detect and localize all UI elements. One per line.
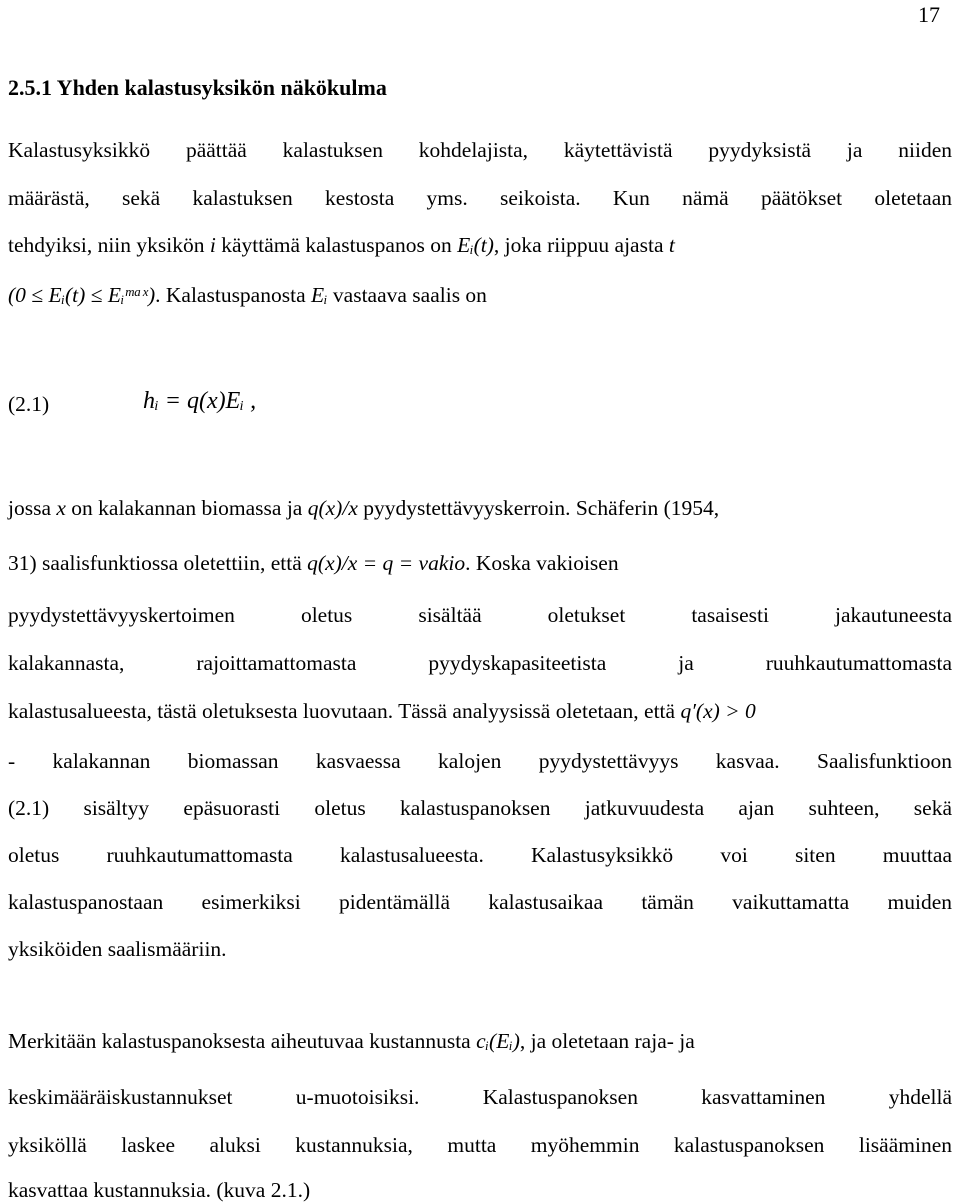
- math-expression: q(x)/x: [307, 496, 358, 520]
- text-segment: . Koska vakioisen: [465, 551, 619, 575]
- paragraph-1-line-1: Kalastusyksikkö päättää kalastuksen kohdelajista, käytettävistä pyydyksistä ja niiden: [8, 138, 952, 162]
- math-expression: Eᵢ(t): [457, 233, 494, 257]
- text-segment: Merkitään kalastuspanoksesta aiheutuvaa kustannusta: [8, 1029, 477, 1053]
- text-segment: käyttämä kalastuspanos on: [215, 233, 458, 257]
- paragraph-2-line-2: [8, 551, 952, 576]
- text-segment: 31) saalisfunktiossa oletettiin, että: [8, 551, 308, 575]
- math-variable: x: [56, 496, 66, 520]
- text-segment: kalastusalueesta, tästä oletuksesta luovutaan. Tässä analyysissä oletetaan, että: [8, 699, 681, 723]
- paragraph-2-line-5: [8, 699, 952, 724]
- paragraph-2-line-8: oletus ruuhkautumattomasta kalastusalueesta. Kalastusyksikkö voi siten muuttaa: [8, 843, 952, 867]
- text-segment: , joka riippuu ajasta: [493, 233, 669, 257]
- math-variable: Eᵢ: [310, 283, 328, 307]
- math-expression: (0 ≤ Eᵢ(t) ≤ Eᵢᵐᵃˣ): [8, 283, 156, 307]
- math-variable: t: [668, 233, 675, 257]
- paragraph-1-line-4: [8, 283, 952, 308]
- paragraph-2-line-1: [8, 496, 952, 521]
- paragraph-3-line-2: keskimääräiskustannukset u-muotoisiksi. Kalastuspanoksen kasvattaminen yhdellä: [8, 1085, 952, 1109]
- section-heading: 2.5.1 Yhden kalastusyksikön näkökulma: [8, 75, 387, 100]
- text-segment: . Kalastuspanosta: [155, 283, 311, 307]
- text-segment: jossa: [8, 496, 57, 520]
- paragraph-3-line-1: [8, 1029, 952, 1054]
- paragraph-2-line-7: (2.1) sisältyy epäsuorasti oletus kalastuspanoksen jatkuvuudesta ajan suhteen, sekä: [8, 796, 952, 820]
- equation-expression: hᵢ = q(x)Eᵢ ,: [143, 388, 257, 414]
- paragraph-2-line-6: - kalakannan biomassan kasvaessa kalojen pyydystettävyys kasvaa. Saalisfunktioon: [8, 749, 952, 773]
- paragraph-3-line-3: yksiköllä laskee aluksi kustannuksia, mutta myöhemmin kalastuspanoksen lisääminen: [8, 1133, 952, 1157]
- equation-number: (2.1): [8, 392, 50, 416]
- paragraph-2-line-10: yksiköiden saalismääriin.: [8, 937, 227, 961]
- paragraph-3-line-4: kasvattaa kustannuksia. (kuva 2.1.): [8, 1178, 311, 1202]
- text-segment: on kalakannan biomassa ja: [65, 496, 308, 520]
- paragraph-1-line-2: määrästä, sekä kalastuksen kestosta yms. seikoista. Kun nämä päätökset oletetaan: [8, 186, 952, 210]
- paragraph-1-line-3: [8, 233, 952, 258]
- math-expression: q(x)/x = q = vakio: [307, 551, 466, 575]
- text-segment: vastaava saalis on: [327, 283, 487, 307]
- paragraph-2-line-3: pyydystettävyyskertoimen oletus sisältää oletukset tasaisesti jakautuneesta: [8, 603, 952, 627]
- math-expression: cᵢ(Eᵢ): [476, 1029, 520, 1053]
- text-segment: tehdyiksi, niin yksikön: [8, 233, 210, 257]
- math-expression: q′(x) > 0: [680, 699, 756, 723]
- text-segment: pyydystettävyyskerroin. Schäferin (1954,: [357, 496, 720, 520]
- math-variable: i: [209, 233, 216, 257]
- page-number: 17: [918, 2, 940, 27]
- text-segment: , ja oletetaan raja- ja: [519, 1029, 695, 1053]
- paragraph-2-line-4: kalakannasta, rajoittamattomasta pyydyskapasiteetista ja ruuhkautumattomasta: [8, 651, 952, 675]
- paragraph-2-line-9: kalastuspanostaan esimerkiksi pidentämällä kalastusaikaa tämän vaikuttamatta muiden: [8, 890, 952, 914]
